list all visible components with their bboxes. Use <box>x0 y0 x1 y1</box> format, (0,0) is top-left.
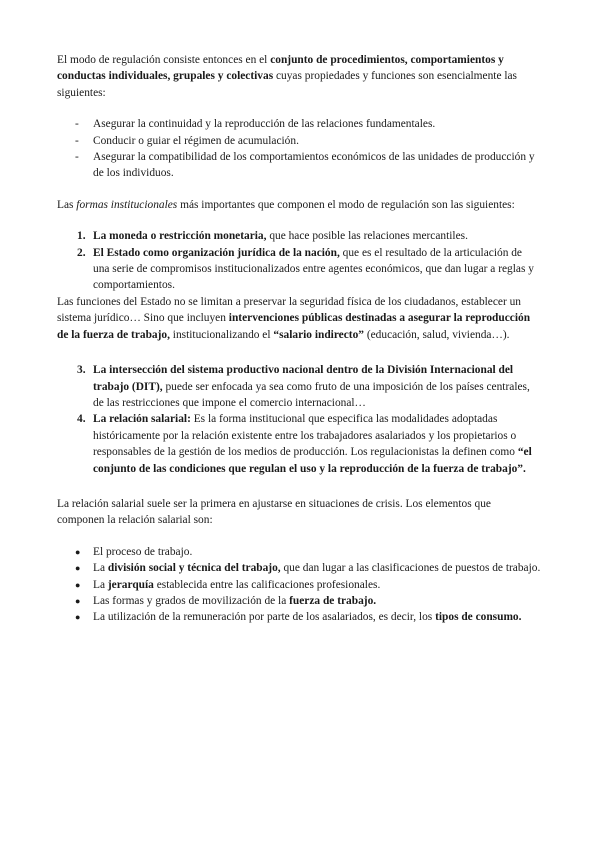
text-run: establecida entre las calificaciones profesionales. <box>153 578 381 591</box>
list-item <box>57 609 541 625</box>
list-number: 3. <box>77 364 86 377</box>
numbered-list-continued <box>57 362 541 477</box>
bold-run: tipos de consumo. <box>435 611 522 624</box>
list-item: - Asegurar la continuidad y la reproducción de las relaciones fundamentales. <box>57 116 541 132</box>
text-run: Las <box>57 198 77 211</box>
list-number: 4. <box>77 413 86 426</box>
list-item <box>57 411 541 477</box>
text-run: La utilización de la remuneración por parte de los asalariados, es decir, los <box>93 611 436 624</box>
list-number: 2. <box>77 246 86 259</box>
list-number: 1. <box>77 230 86 243</box>
salary-paragraph: La relación salarial suele ser la primera en ajustarse en situaciones de crisis. Los elementos que componen la relación salarial son: <box>57 497 491 527</box>
bold-run: conjunto de procedimientos, comportamientos y conductas individuales, grupales y colectivas <box>57 54 504 83</box>
text-run: La <box>93 562 108 575</box>
intro-paragraph <box>57 52 541 101</box>
text-run: que hace posible las relaciones mercantiles. <box>266 230 468 243</box>
text-run: (educación, salud, vivienda…). <box>363 328 510 341</box>
text-run: El modo de regulación consiste entonces en el <box>57 54 271 66</box>
italic-run: formas institucionales <box>76 198 178 211</box>
bold-run: “salario indirecto” <box>273 328 364 341</box>
list-item: - Asegurar la compatibilidad de los comportamientos económicos de las unidades de producción y de los individuos. <box>57 149 541 182</box>
state-functions-paragraph <box>57 294 541 343</box>
list-item <box>57 228 541 244</box>
bold-run: El Estado como organización jurídica de la nación, <box>93 246 340 259</box>
list-item <box>57 362 541 411</box>
bold-run: intervenciones públicas destinadas a asegurar la reproducción de la fuerza de trabajo, <box>57 312 531 341</box>
list-item: ● El proceso de trabajo. <box>57 544 541 560</box>
document-page <box>57 52 541 626</box>
text-run: Es la forma institucional que especifica las modalidades adoptadas históricamente por la relación existente entre los trabajadores asalariados y los propietarios o responsables de la gestión de los medios de producción. Los regulacionistas la definen como <box>93 413 518 459</box>
bold-run: “el conjunto de las condiciones que regulan el uso y la reproducción de la fuerza de trabajo”. <box>93 446 532 475</box>
forms-paragraph <box>57 197 541 213</box>
bold-run: La relación salarial: <box>93 413 191 426</box>
bold-run: jerarquía <box>107 578 154 591</box>
text-run: Las formas y grados de movilización de la <box>93 594 290 607</box>
bullet-list <box>57 544 541 626</box>
bold-run: fuerza de trabajo. <box>289 594 377 607</box>
text-run: Las funciones del Estado no se limitan a preservar la seguridad física de los ciudadanos, establecer un sistema jurídico… Sino que incluyen <box>57 295 522 325</box>
list-item <box>57 560 541 576</box>
text-run: institucionalizando el <box>169 328 274 341</box>
text-run: que es el resultado de la articulación de una serie de compromisos institucionalizados entre agentes económicos, que dan lugar a reglas y comportamientos. <box>93 246 534 292</box>
list-item: - Conducir o guiar el régimen de acumulación. <box>57 133 541 149</box>
text-run: La <box>93 578 108 591</box>
bold-run: división social y técnica del trabajo, <box>107 562 281 575</box>
text-run: más importantes que componen el modo de regulación son las siguientes: <box>177 198 515 211</box>
list-item <box>57 593 541 609</box>
bold-run: La moneda o restricción monetaria, <box>93 230 267 243</box>
list-item <box>57 577 541 593</box>
dash-list <box>57 116 541 182</box>
text-run: que dan lugar a las clasificaciones de puestos de trabajo. <box>280 562 541 575</box>
list-item <box>57 245 541 294</box>
numbered-list <box>57 228 541 294</box>
text-run: puede ser enfocada ya sea como fruto de una imposición de los países centrales, de las restricciones que impone el comercio internacional… <box>93 380 530 409</box>
text-run: cuyas propiedades y funciones son esencialmente las siguientes: <box>57 70 517 99</box>
bold-run: La intersección del sistema productivo nacional dentro de la División Internacional del trabajo (DIT), <box>93 364 514 393</box>
